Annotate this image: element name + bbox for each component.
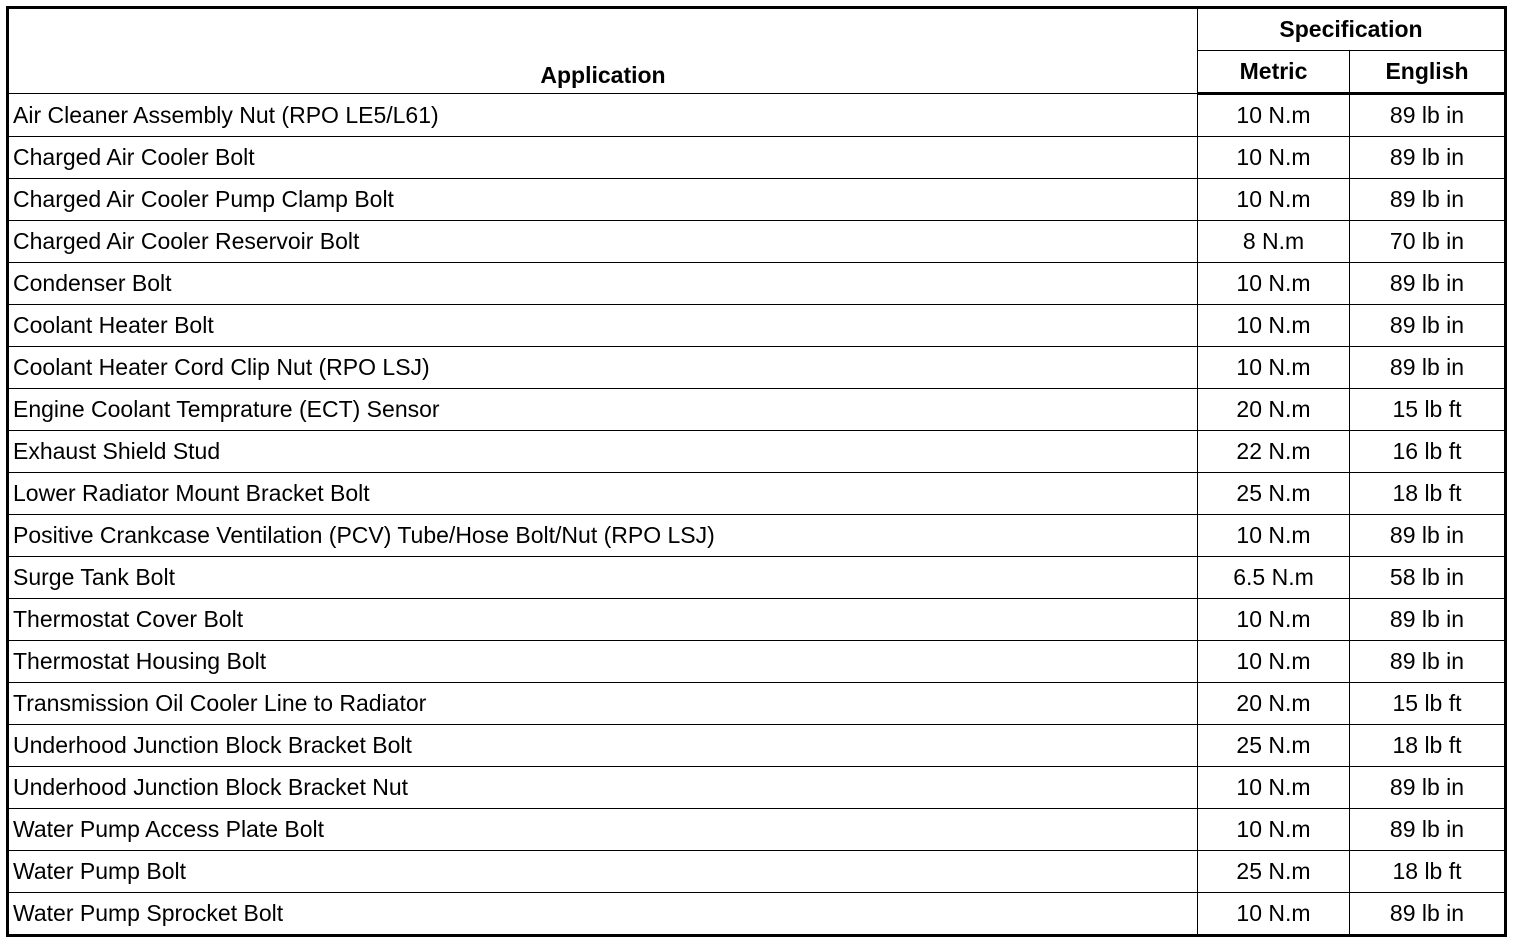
english-cell: 70 lb in	[1350, 221, 1506, 263]
english-cell: 89 lb in	[1350, 263, 1506, 305]
table-row	[8, 305, 1506, 347]
metric-cell: 10 N.m	[1198, 641, 1350, 683]
application-cell: Surge Tank Bolt	[8, 557, 1198, 599]
english-cell: 89 lb in	[1350, 347, 1506, 389]
application-cell: Charged Air Cooler Pump Clamp Bolt	[8, 179, 1198, 221]
metric-cell: 20 N.m	[1198, 389, 1350, 431]
application-cell: Charged Air Cooler Reservoir Bolt	[8, 221, 1198, 263]
application-cell: Underhood Junction Block Bracket Nut	[8, 767, 1198, 809]
application-cell: Condenser Bolt	[8, 263, 1198, 305]
english-cell: 16 lb ft	[1350, 431, 1506, 473]
english-cell: 18 lb ft	[1350, 725, 1506, 767]
english-cell: 58 lb in	[1350, 557, 1506, 599]
english-cell: 15 lb ft	[1350, 389, 1506, 431]
metric-cell: 25 N.m	[1198, 473, 1350, 515]
application-cell: Water Pump Bolt	[8, 851, 1198, 893]
metric-cell: 10 N.m	[1198, 263, 1350, 305]
english-cell: 89 lb in	[1350, 137, 1506, 179]
table-row	[8, 137, 1506, 179]
application-cell: Transmission Oil Cooler Line to Radiator	[8, 683, 1198, 725]
metric-cell: 10 N.m	[1198, 893, 1350, 936]
application-cell: Air Cleaner Assembly Nut (RPO LE5/L61)	[8, 94, 1198, 137]
metric-cell: 25 N.m	[1198, 851, 1350, 893]
application-cell: Lower Radiator Mount Bracket Bolt	[8, 473, 1198, 515]
table-row	[8, 557, 1506, 599]
english-cell: 18 lb ft	[1350, 473, 1506, 515]
english-cell: 89 lb in	[1350, 641, 1506, 683]
metric-cell: 6.5 N.m	[1198, 557, 1350, 599]
english-cell: 18 lb ft	[1350, 851, 1506, 893]
metric-cell: 10 N.m	[1198, 305, 1350, 347]
metric-cell: 25 N.m	[1198, 725, 1350, 767]
table-row	[8, 389, 1506, 431]
english-cell: 89 lb in	[1350, 809, 1506, 851]
table-row	[8, 851, 1506, 893]
metric-cell: 10 N.m	[1198, 137, 1350, 179]
english-header: English	[1350, 51, 1506, 94]
english-cell: 89 lb in	[1350, 179, 1506, 221]
table-body	[8, 94, 1506, 936]
table-row	[8, 431, 1506, 473]
metric-header: Metric	[1198, 51, 1350, 94]
table-row	[8, 263, 1506, 305]
metric-cell: 10 N.m	[1198, 94, 1350, 137]
table-row	[8, 641, 1506, 683]
english-cell: 89 lb in	[1350, 515, 1506, 557]
table-row	[8, 809, 1506, 851]
application-cell: Positive Crankcase Ventilation (PCV) Tube/Hose Bolt/Nut (RPO LSJ)	[8, 515, 1198, 557]
application-cell: Coolant Heater Bolt	[8, 305, 1198, 347]
table-row	[8, 725, 1506, 767]
application-cell: Thermostat Housing Bolt	[8, 641, 1198, 683]
english-cell: 89 lb in	[1350, 767, 1506, 809]
fastener-spec-table	[6, 6, 1507, 937]
metric-cell: 10 N.m	[1198, 179, 1350, 221]
english-cell: 89 lb in	[1350, 599, 1506, 641]
table-row	[8, 473, 1506, 515]
english-cell: 89 lb in	[1350, 893, 1506, 936]
table-row	[8, 683, 1506, 725]
table-row	[8, 179, 1506, 221]
metric-cell: 10 N.m	[1198, 767, 1350, 809]
application-cell: Charged Air Cooler Bolt	[8, 137, 1198, 179]
metric-cell: 10 N.m	[1198, 347, 1350, 389]
metric-cell: 20 N.m	[1198, 683, 1350, 725]
metric-cell: 8 N.m	[1198, 221, 1350, 263]
table-row	[8, 347, 1506, 389]
table-row	[8, 767, 1506, 809]
application-cell: Water Pump Access Plate Bolt	[8, 809, 1198, 851]
table-header	[8, 8, 1506, 94]
specification-header: Specification	[1198, 8, 1506, 51]
metric-cell: 10 N.m	[1198, 515, 1350, 557]
table-row	[8, 893, 1506, 936]
metric-cell: 10 N.m	[1198, 809, 1350, 851]
metric-cell: 10 N.m	[1198, 599, 1350, 641]
english-cell: 89 lb in	[1350, 305, 1506, 347]
metric-cell: 22 N.m	[1198, 431, 1350, 473]
application-cell: Water Pump Sprocket Bolt	[8, 893, 1198, 936]
application-cell: Engine Coolant Temprature (ECT) Sensor	[8, 389, 1198, 431]
application-cell: Coolant Heater Cord Clip Nut (RPO LSJ)	[8, 347, 1198, 389]
english-cell: 15 lb ft	[1350, 683, 1506, 725]
english-cell: 89 lb in	[1350, 94, 1506, 137]
table-row	[8, 94, 1506, 137]
application-cell: Exhaust Shield Stud	[8, 431, 1198, 473]
application-cell: Underhood Junction Block Bracket Bolt	[8, 725, 1198, 767]
table-row	[8, 515, 1506, 557]
table-row	[8, 221, 1506, 263]
application-header: Application	[8, 8, 1198, 94]
table-row	[8, 599, 1506, 641]
application-cell: Thermostat Cover Bolt	[8, 599, 1198, 641]
